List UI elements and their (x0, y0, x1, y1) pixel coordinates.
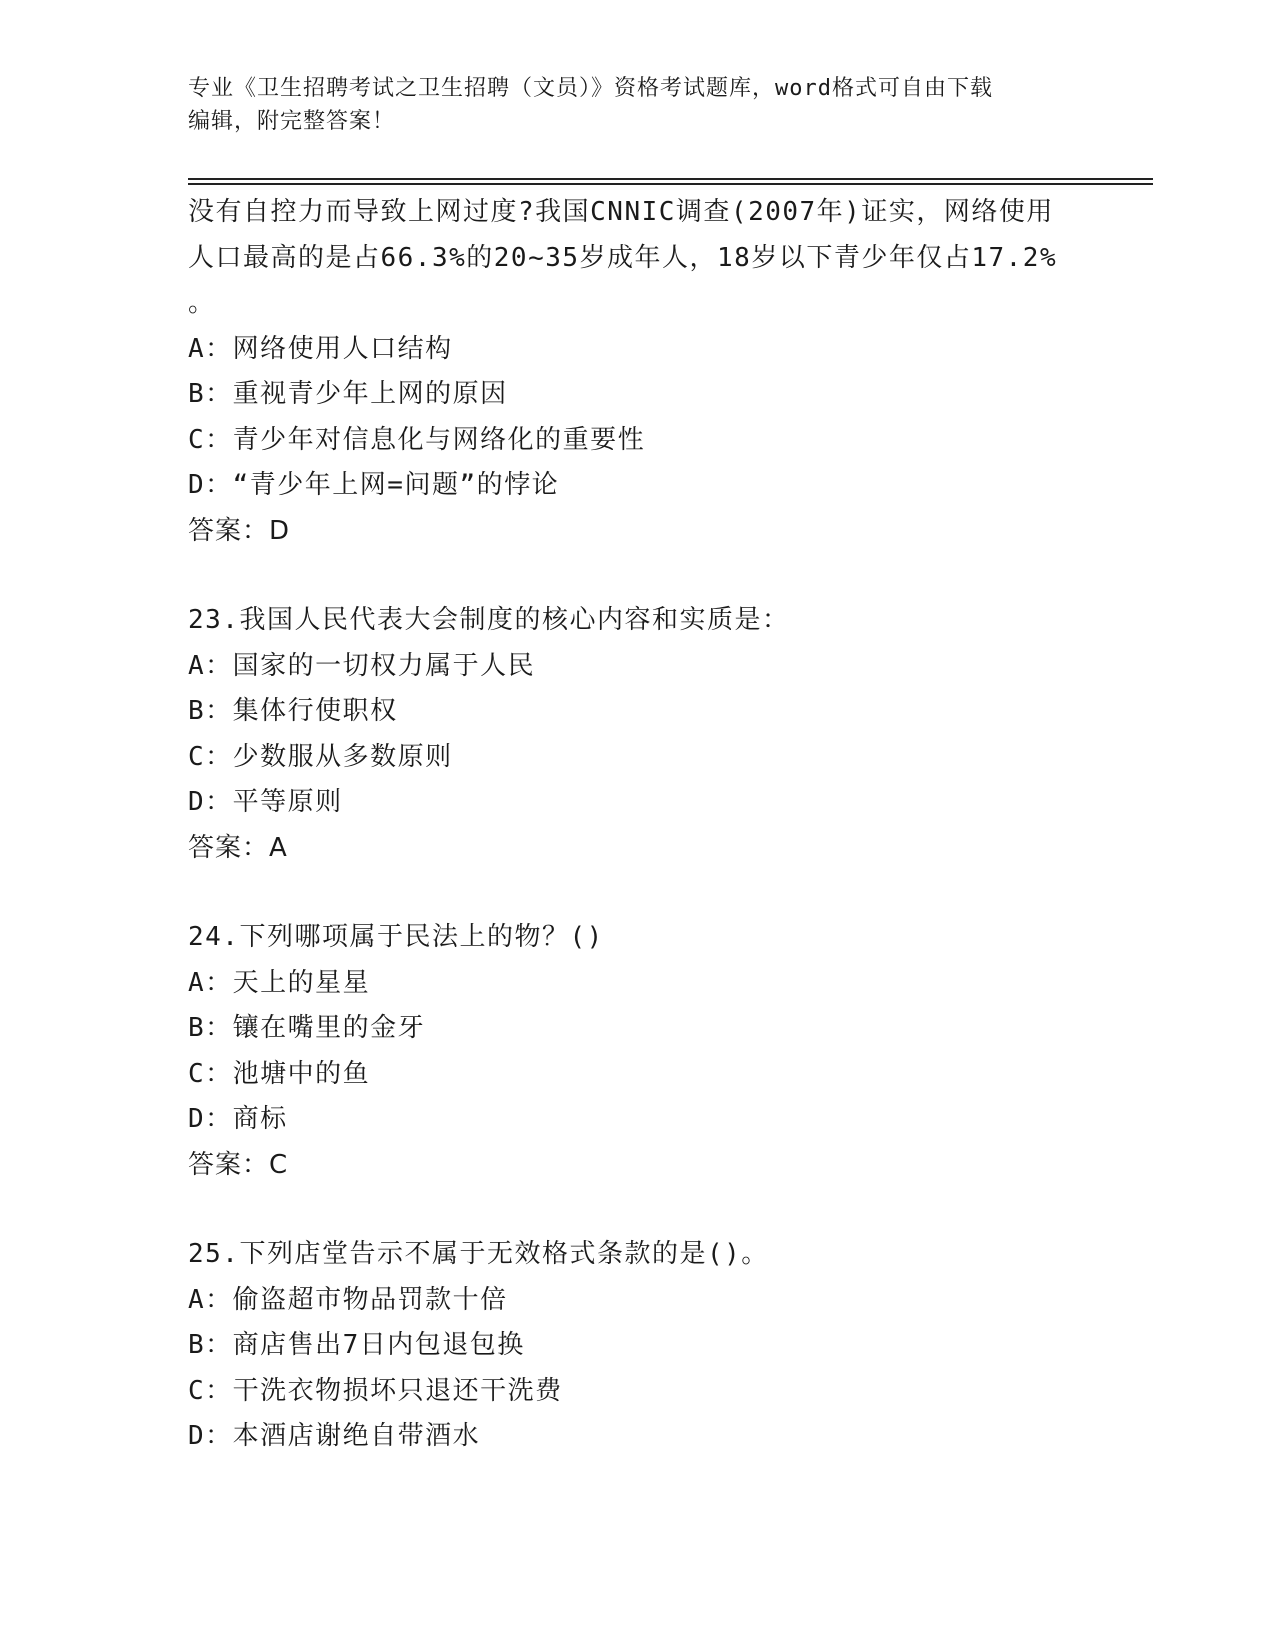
question-text-line: 没有自控力而导致上网过度?我国CNNIC调查(2007年)证实，网络使用 (188, 197, 1054, 227)
question-stem: 24.下列哪项属于民法上的物？() (188, 922, 604, 952)
header-line-2: 编辑，附完整答案！ (188, 109, 396, 134)
option-c: C：干洗衣物损坏只退还干洗费 (188, 1375, 563, 1406)
option-d: D：本酒店谢绝自带酒水 (188, 1421, 481, 1451)
question-gap (188, 871, 1108, 915)
question-text-line: 。 (188, 288, 216, 318)
header-divider-top (188, 178, 1153, 180)
question-block-23 (188, 598, 1108, 871)
question-stem: 23.我国人民代表大会制度的核心内容和实质是： (188, 605, 790, 635)
option-c: C：青少年对信息化与网络化的重要性 (188, 424, 646, 455)
option-b: B：重视青少年上网的原因 (188, 379, 508, 409)
question-gap (188, 1188, 1108, 1232)
question-list (188, 190, 1108, 1460)
option-d: D：平等原则 (188, 787, 343, 817)
question-text-line: 人口最高的是占66.3%的20~35岁成年人，18岁以下青少年仅占17.2% (188, 242, 1058, 273)
answer-label: 答案：D (188, 515, 291, 546)
option-d: D：“青少年上网=问题”的悖论 (188, 470, 560, 500)
option-c: C：少数服从多数原则 (188, 741, 453, 772)
option-d: D：商标 (188, 1104, 288, 1134)
option-a: A：天上的星星 (188, 967, 371, 998)
header-line-1: 专业《卫生招聘考试之卫生招聘（文员）》资格考试题库，word格式可自由下载 (188, 76, 993, 101)
question-block-22 (188, 190, 1108, 554)
option-a: A：偷盗超市物品罚款十倍 (188, 1284, 508, 1315)
question-block-25 (188, 1232, 1108, 1460)
option-b: B：集体行使职权 (188, 696, 398, 726)
answer-label: 答案：A (188, 832, 288, 863)
question-stem: 25.下列店堂告示不属于无效格式条款的是()。 (188, 1239, 769, 1269)
option-a: A：网络使用人口结构 (188, 333, 453, 364)
question-gap (188, 554, 1108, 598)
answer-label: 答案：C (188, 1149, 289, 1180)
option-c: C：池塘中的鱼 (188, 1058, 371, 1089)
header-divider-bottom (188, 183, 1153, 185)
option-a: A：国家的一切权力属于人民 (188, 650, 536, 681)
option-b: B：商店售出7日内包退包换 (188, 1330, 525, 1360)
option-b: B：镶在嘴里的金牙 (188, 1013, 426, 1043)
document-header (188, 72, 1088, 138)
question-block-24 (188, 915, 1108, 1188)
